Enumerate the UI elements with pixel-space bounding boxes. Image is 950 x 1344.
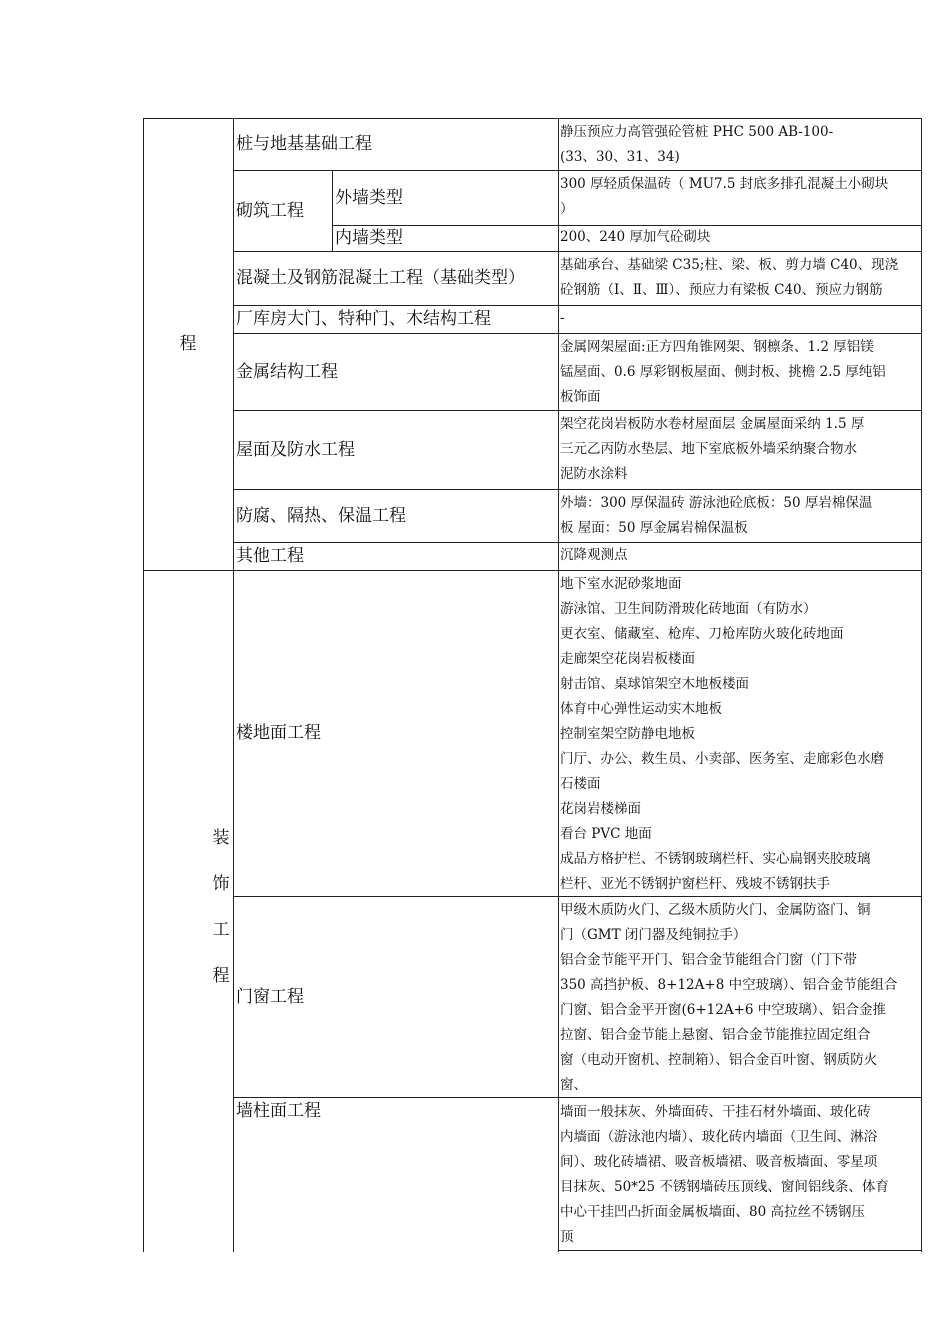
- value-line: 200、240 厚加气砼砌块: [560, 229, 711, 245]
- value-line: 门窗、铝合金平开窗(6+12A+6 中空玻璃）、铝合金推: [560, 1002, 887, 1018]
- value-line: 栏杆、亚光不锈钢护窗栏杆、残坡不锈钢扶手: [560, 876, 830, 892]
- value-line: 350 高挡护板、8+12A+8 中空玻璃）、铝合金节能组合: [560, 977, 898, 993]
- category-label: 楼地面工程: [236, 723, 321, 743]
- category-label: 其他工程: [236, 546, 304, 566]
- category-value: [558, 172, 921, 225]
- value-line: 体育中心弹性运动实木地板: [560, 701, 722, 717]
- value-line: 外墙：300 厚保温砖 游泳池砼底板：50 厚岩棉保温: [560, 495, 873, 511]
- value-line: 内墙面（游泳池内墙）、玻化砖内墙面（卫生间、淋浴: [560, 1129, 878, 1145]
- category-label: 屋面及防水工程: [236, 439, 355, 460]
- section-label: [143, 118, 233, 570]
- value-line: 更衣室、储藏室、枪库、刀枪库防火玻化砖地面: [560, 626, 844, 642]
- value-line: 300 厚轻质保温砖（ MU7.5 封底多排孔混凝土小砌块: [560, 176, 889, 192]
- subcategory-label: 外墙类型: [335, 187, 403, 208]
- value-line: 门厅、办公、救生员、小卖部、医务室、走廊彩色水磨: [560, 751, 884, 767]
- section-label-char: 装: [212, 828, 230, 848]
- section-label-text: 程: [179, 334, 197, 354]
- value-line: 射击馆、桌球馆架空木地板楼面: [560, 676, 749, 692]
- category-value: [558, 253, 921, 305]
- value-line: 石楼面: [560, 776, 601, 792]
- category-label: 金属结构工程: [236, 361, 338, 382]
- section-label: [209, 826, 233, 1010]
- value-line: 墙面一般抹灰、外墙面砖、干挂石材外墙面、玻化砖: [560, 1104, 871, 1120]
- value-line: 窗、: [560, 1077, 587, 1093]
- category-label: 防腐、隔热、保温工程: [236, 505, 406, 526]
- value-line: 锰屋面、0.6 厚彩钢板屋面、侧封板、挑檐 2.5 厚纯铝: [560, 364, 886, 380]
- category-label: 砌筑工程: [236, 200, 304, 221]
- value-line: 拉窗、铝合金节能上悬窗、铝合金节能推拉固定组合: [560, 1027, 871, 1043]
- category-label: 混凝土及钢筋混凝土工程（基础类型）: [236, 268, 525, 288]
- value-line: 游泳馆、卫生间防滑玻化砖地面（有防水）: [560, 601, 817, 617]
- value-line: 甲级木质防火门、乙级木质防火门、金属防盗门、铜: [560, 902, 871, 918]
- category-value: [558, 572, 921, 896]
- value-line: 基础承台、基础梁 C35;柱、梁、板、剪力墙 C40、现浇: [560, 257, 899, 273]
- category-value: [558, 335, 921, 410]
- rule: [921, 118, 922, 1252]
- value-line: 铝合金节能平开门、铝合金节能组合门窗（门下带: [560, 952, 857, 968]
- value-line: 顶: [560, 1229, 574, 1245]
- value-line: 中心干挂凹凸折面金属板墙面、80 高拉丝不锈钢压: [560, 1204, 865, 1220]
- value-line: 走廊架空花岗岩板楼面: [560, 651, 695, 667]
- value-line: 花岗岩楼梯面: [560, 801, 641, 817]
- category-value: [558, 225, 921, 251]
- rule: [558, 1250, 922, 1251]
- category-label: 墙柱面工程: [236, 1101, 321, 1121]
- value-line: -: [560, 310, 565, 326]
- value-line: 间）、玻化砖墙裙、吸音板墙裙、吸音板墙面、零星项: [560, 1154, 878, 1170]
- value-line: 窗（电动开窗机、控制箱）、铝合金百叶窗、钢质防火: [560, 1052, 878, 1068]
- value-line: 沉降观测点: [560, 547, 628, 563]
- subcategory-label: 内墙类型: [335, 228, 403, 248]
- category-value: [558, 306, 921, 333]
- section-label-char: 饰: [212, 874, 230, 894]
- category-value: [558, 1100, 921, 1250]
- category-label: 门窗工程: [236, 986, 304, 1007]
- section-label-char: 程: [212, 966, 230, 986]
- value-line: 砼钢筋（Ⅰ、Ⅱ、Ⅲ）、预应力有梁板 C40、预应力钢筋: [560, 282, 883, 298]
- value-line: 目抹灰、50*25 不锈钢墙砖压顶线、窗间铝线条、体育: [560, 1179, 889, 1195]
- value-line: 门（GMT 闭门器及纯铜拉手）: [560, 927, 747, 943]
- category-value: [558, 898, 921, 1097]
- category-value: [558, 543, 921, 570]
- section-label-char: 工: [212, 920, 230, 940]
- value-line: 架空花岗岩板防水卷材屋面层 金属屋面采纳 1.5 厚: [560, 416, 865, 432]
- category-value: [558, 412, 921, 489]
- value-line: 成品方格护栏、不锈钢玻璃栏杆、实心扁钢夹胶玻璃: [560, 851, 871, 867]
- category-label: 厂库房大门、特种门、木结构工程: [236, 309, 491, 329]
- category-label: 桩与地基基础工程: [236, 134, 372, 154]
- value-line: 静压预应力高管强砼管桩 PHC 500 AB-100-: [560, 124, 834, 140]
- value-line: 板饰面: [560, 389, 601, 405]
- value-line: 板 屋面：50 厚金属岩棉保温板: [560, 520, 748, 536]
- value-line: 三元乙丙防水垫层、地下室底板外墙采纳聚合物水: [560, 441, 857, 457]
- rule: [143, 570, 144, 1252]
- value-line: 金属网架屋面:正方四角锥网架、钢檩条、1.2 厚铝镁: [560, 339, 874, 355]
- value-line: 泥防水涂料: [560, 466, 628, 482]
- category-value: [558, 491, 921, 542]
- category-value: [558, 120, 921, 170]
- value-line: (33、30、31、34): [560, 149, 680, 165]
- value-line: ）: [560, 201, 574, 217]
- value-line: 控制室架空防静电地板: [560, 726, 695, 742]
- value-line: 看台 PVC 地面: [560, 826, 652, 842]
- value-line: 地下室水泥砂浆地面: [560, 576, 682, 592]
